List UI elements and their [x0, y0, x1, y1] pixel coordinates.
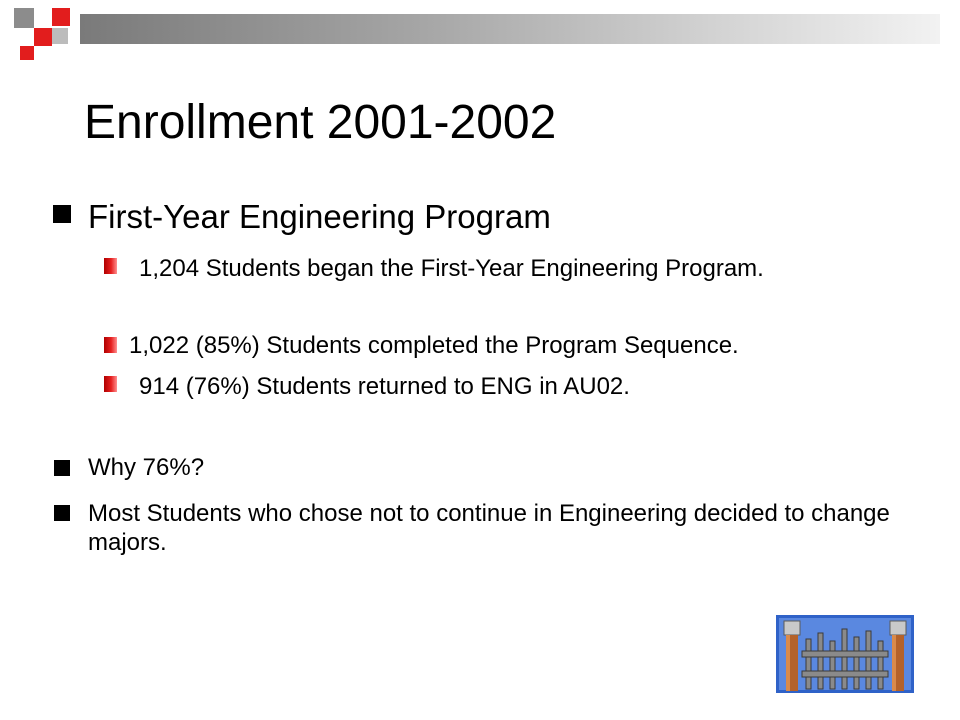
checkered-squares-icon — [0, 0, 80, 60]
red-bullet-icon — [104, 337, 117, 353]
square-bullet-icon — [54, 460, 70, 476]
red-bullet-icon — [104, 376, 117, 392]
red-bullet-icon — [104, 258, 117, 274]
slide-title: Enrollment 2001-2002 — [84, 96, 557, 149]
sub-bullet-began: 1,204 Students began the First-Year Engineering Program. — [139, 255, 764, 282]
bullet-why: Why 76%? — [88, 454, 205, 481]
bullet-first-year-program: First-Year Engineering Program — [88, 198, 551, 235]
header-gradient-bar — [80, 14, 940, 44]
sub-bullet-completed: 1,022 (85%) Students completed the Program Sequence. — [129, 332, 739, 359]
sub-bullet-returned: 914 (76%) Students returned to ENG in AU02. — [139, 373, 630, 400]
bullet-change-majors: Most Students who chose not to continue in Engineering decided to change majors. — [88, 500, 890, 556]
square-bullet-icon — [53, 205, 71, 223]
gate-logo-icon — [776, 615, 914, 693]
square-bullet-icon — [54, 505, 70, 521]
